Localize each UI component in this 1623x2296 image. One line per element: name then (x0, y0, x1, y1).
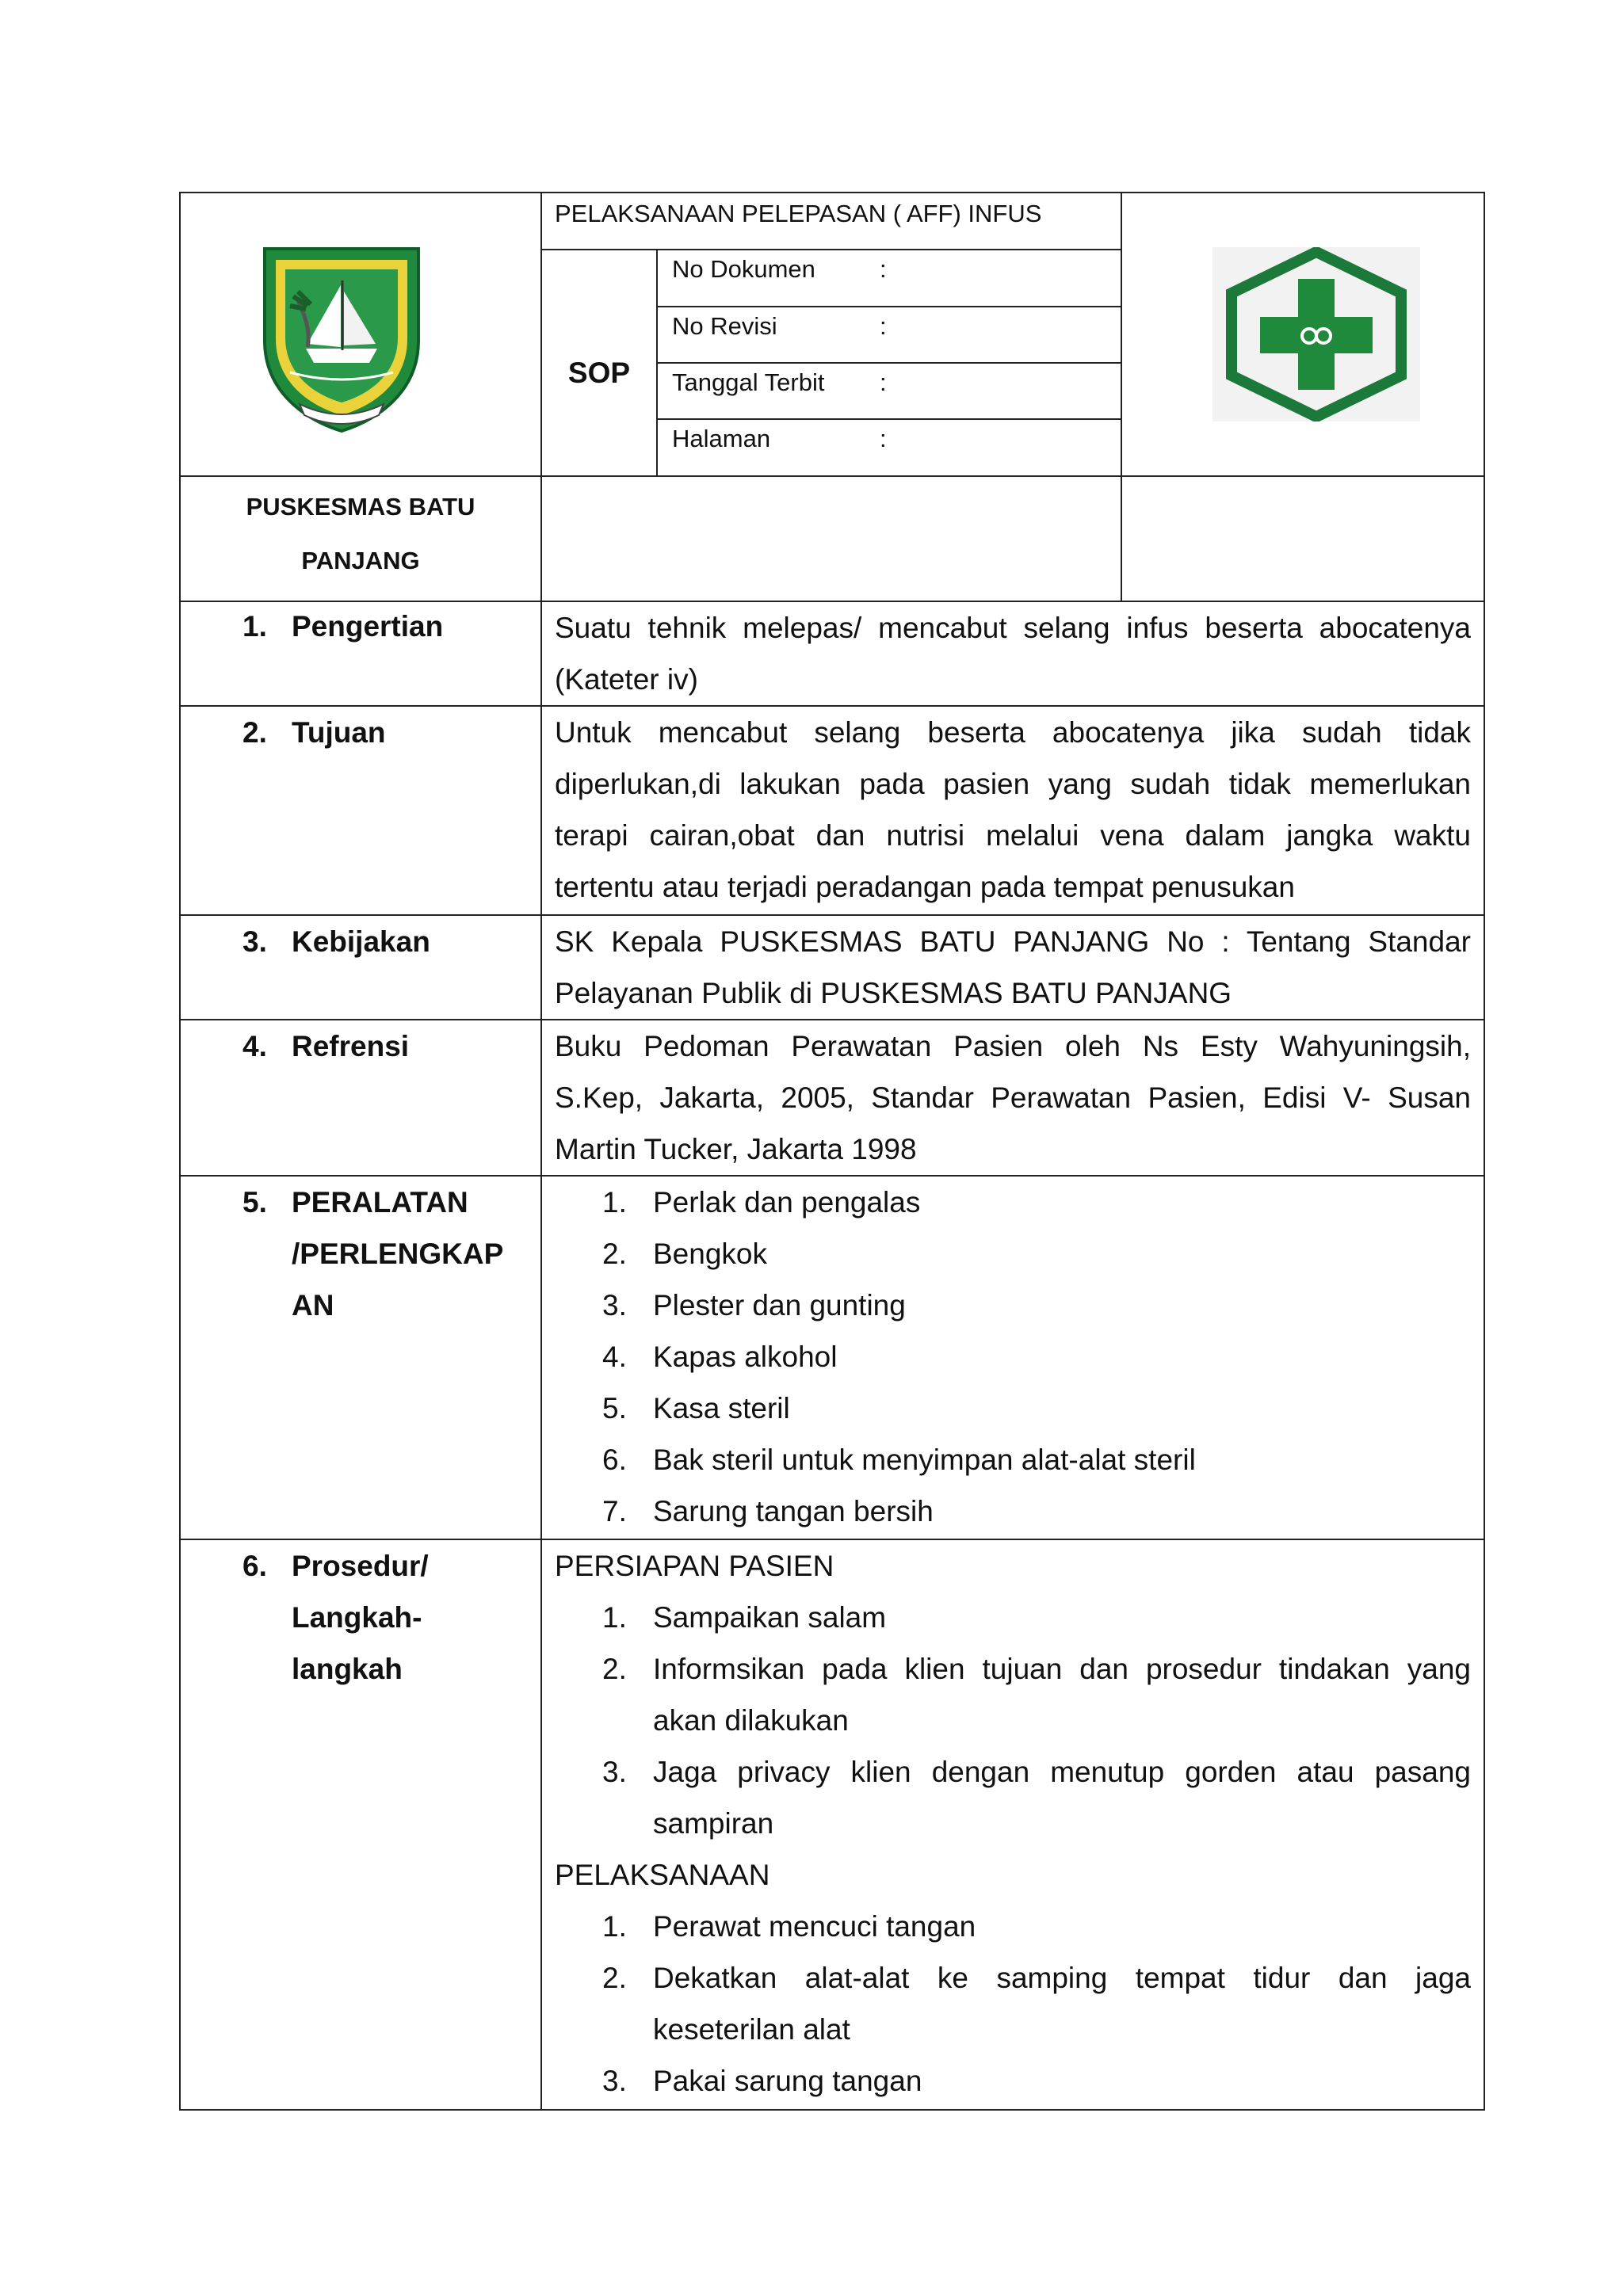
section-content-kebijakan (555, 916, 1471, 1019)
section-label-kebijakan: Kebijakan (292, 925, 430, 958)
persiapan-list (555, 1592, 1471, 1849)
meta-label-no-revisi: No Revisi (672, 312, 777, 340)
table-divider-col3 (1121, 192, 1122, 601)
label-line: Prosedur/ (292, 1550, 429, 1582)
section-content-prosedur (555, 1540, 1471, 2107)
pelaksanaan-list (555, 1901, 1471, 2107)
regional-shield-logo (258, 246, 425, 434)
equipment-list (555, 1177, 1471, 1537)
list-item: 3. Jaga privacy klien dengan menutup gorden atau pasang sampiran (602, 1756, 1471, 1840)
list-item: 3. Pakai sarung tangan (602, 2065, 922, 2097)
list-item: 1. Sampaikan salam (602, 1601, 887, 1634)
text-line: tertentu atau terjadi peradangan pada tempat penusukan (555, 871, 1295, 903)
text-line: Buku Pedoman Perawatan Pasien oleh Ns Esty Wahyuningsih, (555, 1030, 1471, 1062)
section-number: 1. (242, 610, 267, 643)
org-name-line1: PUSKESMAS BATU (246, 493, 475, 521)
text-line: Pelayanan Publik di PUSKESMAS BATU PANJANG (555, 977, 1232, 1009)
hline-header (179, 475, 1485, 477)
section-number: 5. (242, 1186, 267, 1219)
list-item: 4. Kapas alkohol (602, 1341, 838, 1373)
section-number: 3. (242, 925, 267, 958)
meta-sep: : (880, 312, 887, 340)
section-number: 4. (242, 1030, 267, 1062)
subheading-pelaksanaan: PELAKSANAAN (555, 1859, 770, 1891)
list-item: 2. Dekatkan alat-alat ke samping tempat tidur dan jaga keseterilan alat (602, 1962, 1471, 2046)
org-name (181, 480, 540, 588)
section-label-peralatan (292, 1177, 503, 1331)
label-line: /PERLENGKAP (292, 1238, 504, 1270)
section-content-pengertian (555, 602, 1471, 705)
text-line: Suatu tehnik melepas/ mencabut selang infus beserta abocatenya (555, 612, 1471, 644)
section-number: 2. (242, 716, 267, 749)
section-label-prosedur (292, 1540, 429, 1695)
table-divider-col1 (540, 192, 542, 2111)
text-line: diperlukan,di lakukan pada pasien yang sudah tidak memerlukan (555, 768, 1471, 800)
document-title: PELAKSANAAN PELEPASAN ( AFF) INFUS (555, 200, 1042, 227)
section-content-tujuan (555, 707, 1471, 913)
text-line: Untuk mencabut selang beserta abocatenya jika sudah tidak (555, 716, 1471, 749)
list-item: 5. Kasa steril (602, 1392, 790, 1425)
table-border-top (179, 192, 1485, 193)
list-item: 2. Informsikan pada klien tujuan dan prosedur tindakan yang akan dilakukan (602, 1653, 1471, 1737)
section-label-pengertian: Pengertian (292, 610, 444, 643)
list-item: 1. Perawat mencuci tangan (602, 1910, 976, 1943)
meta-label-halaman: Halaman (672, 425, 771, 452)
text-line: terapi cairan,obat dan nutrisi melalui vena dalam jangka waktu (555, 819, 1471, 852)
meta-sep: : (880, 368, 887, 396)
label-line: langkah (292, 1653, 403, 1685)
hline-title (540, 249, 1122, 250)
list-item: 3. Plester dan gunting (602, 1289, 906, 1322)
section-label-refrensi: Refrensi (292, 1030, 410, 1062)
text-line: S.Kep, Jakarta, 2005, Standar Perawatan Pasien, Edisi V- Susan (555, 1081, 1471, 1114)
sop-label: SOP (567, 357, 631, 389)
section-label-tujuan: Tujuan (292, 716, 386, 749)
text-line: SK Kepala PUSKESMAS BATU PANJANG No : Tentang Standar (555, 925, 1471, 958)
section-content-peralatan (555, 1177, 1471, 1537)
puskesmas-cross-icon (1212, 247, 1420, 421)
meta-label-tanggal-terbit: Tanggal Terbit (672, 368, 825, 396)
hline-meta3 (656, 418, 1122, 420)
hline-meta1 (656, 306, 1122, 307)
list-item: 1. Perlak dan pengalas (602, 1186, 921, 1219)
meta-label-no-dokumen: No Dokumen (672, 255, 815, 283)
puskesmas-cross-logo (1212, 247, 1420, 421)
org-name-line2: PANJANG (301, 547, 420, 574)
label-line: PERALATAN (292, 1186, 468, 1219)
subheading-persiapan: PERSIAPAN PASIEN (555, 1550, 834, 1582)
list-item: 6. Bak steril untuk menyimpan alat-alat steril (602, 1444, 1196, 1476)
label-line: AN (292, 1289, 334, 1322)
text-line: (Kateter iv) (555, 663, 698, 696)
meta-sep: : (880, 255, 887, 283)
label-line: Langkah- (292, 1601, 422, 1634)
table-border-right (1484, 192, 1485, 2111)
table-border-bottom (179, 2109, 1485, 2111)
meta-sep: : (880, 425, 887, 452)
text-line: Martin Tucker, Jakarta 1998 (555, 1133, 917, 1165)
section-content-refrensi (555, 1020, 1471, 1175)
shield-logo-icon (258, 246, 425, 434)
list-item: 2. Bengkok (602, 1238, 767, 1270)
section-number: 6. (242, 1550, 267, 1582)
list-item: 7. Sarung tangan bersih (602, 1495, 934, 1527)
hline-meta2 (656, 362, 1122, 364)
